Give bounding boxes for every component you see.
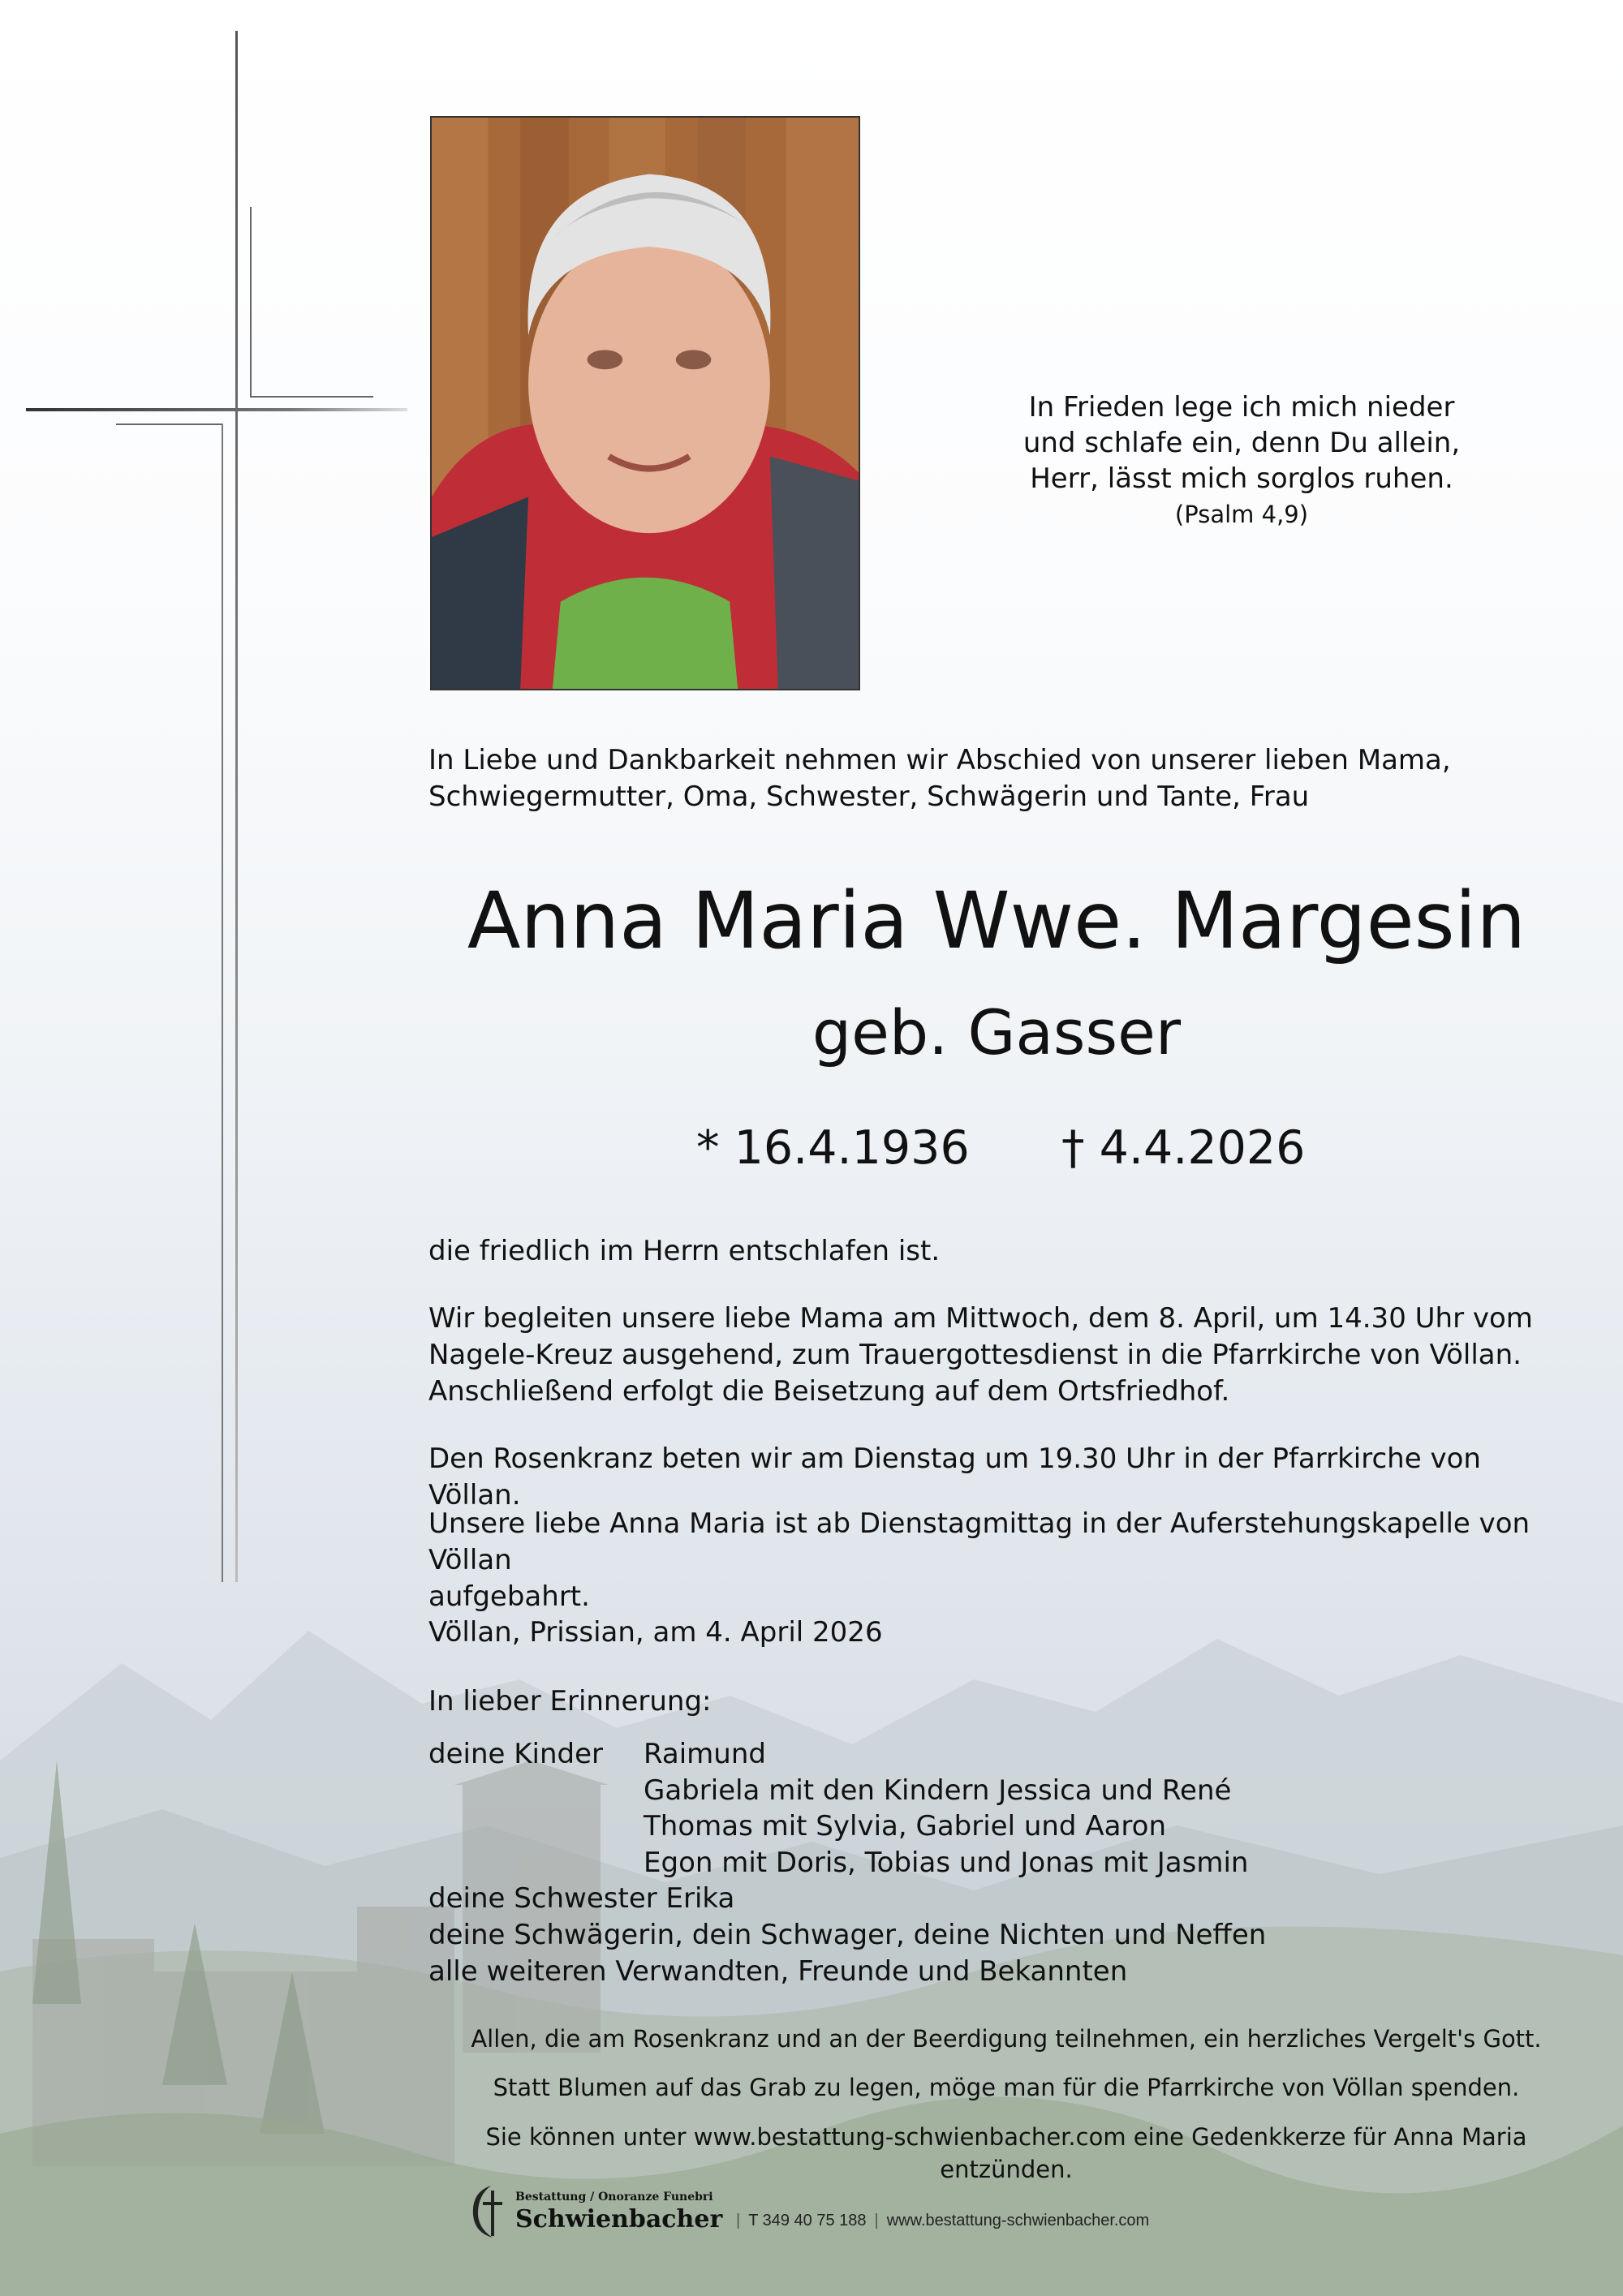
paragraph-line: Wir begleiten unsere liebe Mama am Mittwoch, dem 8. April, um 14.30 Uhr vom [428,1302,1533,1335]
paragraph-line: Anschließend erfolgt die Beisetzung auf dem Ortsfriedhof. [428,1375,1230,1408]
child-name: Raimund [644,1738,766,1770]
psalm-quote [941,389,1542,532]
relative-entry: alle weiteren Verwandten, Freunde und Bekannten [428,1954,1128,1988]
paragraph-line: aufgebahrt. [428,1580,590,1613]
portrait-photo [430,116,860,690]
firm-website-link[interactable]: www.bestattung-schwienbacher.com [886,2212,1150,2229]
relative-entry: deine Schwägerin, dein Schwager, deine Nichten und Neffen [428,1918,1267,1951]
separator: | [736,2212,741,2229]
decor-line [116,424,223,425]
list-item [428,1736,1565,1773]
decor-line [250,396,373,398]
list-item [428,1881,1565,1917]
relative-entry: deine Schwester Erika [428,1882,735,1915]
closing-thanks: Allen, die am Rosenkranz und an der Beerdigung teilnehmen, ein herzliches Vergelt's Gott. [471,2025,1542,2053]
separator: | [874,2212,879,2229]
child-name: Gabriela mit den Kindern Jessica und René [644,1774,1232,1807]
paragraph-line: Nagele-Kreuz ausgehend, zum Trauergottesdienst in die Pfarrkirche von Völlan. [428,1339,1522,1371]
list-item [428,1773,1565,1809]
firm-contact [728,2212,1149,2230]
list-item [428,1845,1565,1881]
decor-line [222,424,223,1582]
psalm-line: In Frieden lege ich mich nieder [1028,391,1455,424]
psalm-line: Herr, lässt mich sorglos ruhen. [1030,462,1453,495]
body-paragraph-3: Den Rosenkranz beten wir am Dienstag um 19.30 Uhr in der Pfarrkirche von Völlan. [428,1443,1481,1511]
firm-name: Schwienbacher [515,2205,723,2234]
psalm-reference: (Psalm 4,9) [1174,501,1309,528]
cross-vertical-line [235,31,238,1582]
firm-phone: T 349 40 75 188 [748,2212,867,2229]
decor-line [250,207,252,398]
intro-line: Schwiegermutter, Oma, Schwester, Schwägerin und Tante, Frau [428,780,1310,813]
death-date: † 4.4.2026 [1061,1121,1306,1175]
paragraph-line: Unsere liebe Anna Maria ist ab Dienstagmittag in der Auferstehungskapelle von Völlan [428,1507,1530,1576]
psalm-line: und schlafe ein, denn Du allein, [1022,427,1461,459]
body-paragraph-2 [428,1301,1581,1410]
cross-horizontal-line [26,408,407,411]
remembrance-heading: In lieber Erinnerung: [428,1685,712,1718]
family-list [428,1736,1565,1989]
cross-logo-icon [467,2182,512,2239]
child-name: Egon mit Doris, Tobias und Jonas mit Jasmin [644,1846,1249,1879]
list-item [428,1917,1565,1954]
intro-text [428,742,1565,815]
firm-subtitle: Bestattung / Onoranze Funebri [515,2191,713,2204]
body-paragraph-4 [428,1506,1581,1615]
deceased-name: Anna Maria Wwe. Margesin [467,875,1526,966]
body-paragraph-1: die friedlich im Herrn entschlafen ist. [428,1235,941,1267]
closing-candle: Sie können unter www.bestattung-schwienbacher.com eine Gedenkkerze für Anna Maria entzünden. [485,2123,1527,2183]
list-item [428,1954,1565,1990]
children-label: deine Kinder [428,1738,603,1770]
deceased-maiden-name: geb. Gasser [812,996,1182,1068]
intro-line: In Liebe und Dankbarkeit nehmen wir Abschied von unserer lieben Mama, [428,744,1451,776]
place-date: Völlan, Prissian, am 4. April 2026 [428,1616,883,1649]
birth-date: * 16.4.1936 [696,1121,970,1175]
child-name: Thomas mit Sylvia, Gabriel und Aaron [644,1810,1166,1843]
list-item [428,1808,1565,1845]
closing-flowers: Statt Blumen auf das Grab zu legen, möge man für die Pfarrkirche von Völlan spenden. [493,2074,1520,2101]
